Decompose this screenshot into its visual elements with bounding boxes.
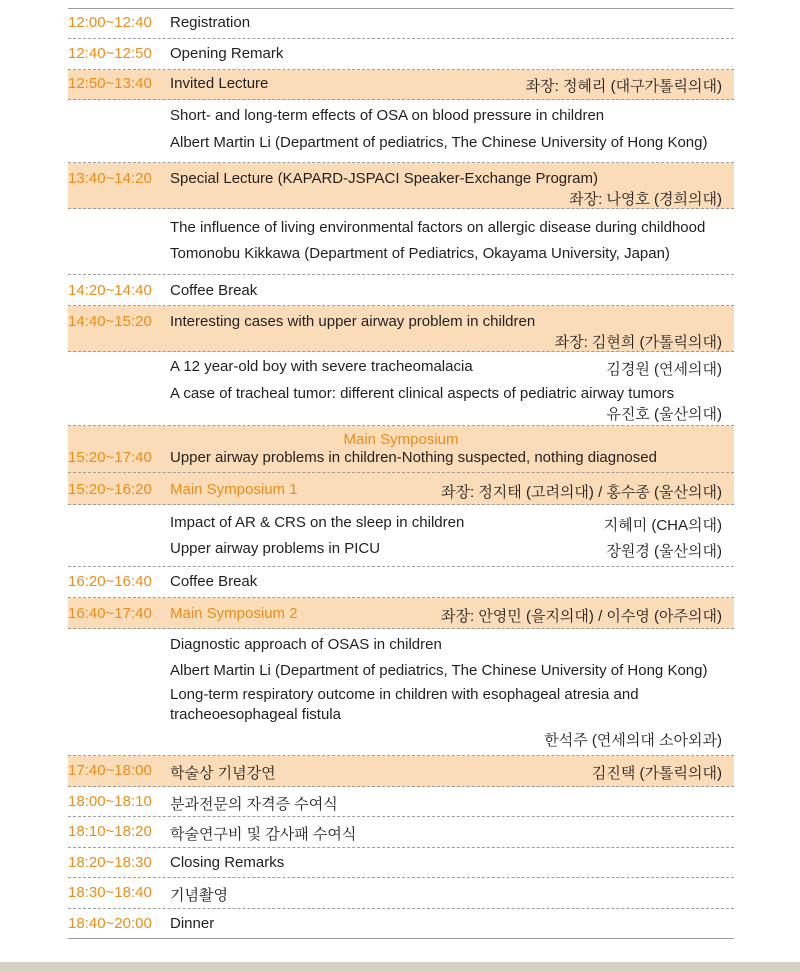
session-title: Upper airway problems in children-Nothing suspected, nothing diagnosed (170, 449, 657, 466)
session-time: 13:40~14:20 (68, 170, 152, 187)
schedule-row (68, 909, 734, 939)
talk-title: The influence of living environmental factors on allergic disease during childhood (170, 219, 706, 236)
talk-title: Impact of AR & CRS on the sleep in children (170, 514, 465, 531)
talk-block (68, 100, 734, 163)
session-time: 12:50~13:40 (68, 75, 152, 92)
talk-block (68, 629, 734, 756)
session-time: 15:20~17:40 (68, 449, 152, 466)
talk-block (68, 505, 734, 567)
session-time: 14:20~14:40 (68, 282, 152, 299)
speaker: 장원경 (울산의대) (606, 543, 722, 560)
schedule-row-highlight (68, 756, 734, 787)
session-time: 18:40~20:00 (68, 915, 152, 932)
speaker: Albert Martin Li (Department of pediatrics, The Chinese University of Hong Kong) (170, 662, 708, 679)
schedule-row (68, 39, 734, 70)
session-title: Main Symposium 1 (170, 481, 298, 498)
chair-label: 김진택 (가톨릭의대) (591, 765, 722, 782)
talk-title: Short- and long-term effects of OSA on blood pressure in children (170, 107, 605, 124)
schedule-row-highlight (68, 598, 734, 629)
session-title: 분과전문의 자격증 수여식 (170, 796, 338, 813)
chair-label: 좌장: 정지태 (고려의대) / 홍수종 (울산의대) (441, 484, 722, 501)
speaker: 지혜미 (CHA의대) (603, 517, 722, 534)
session-title: Main Symposium 2 (170, 605, 298, 622)
session-time: 14:40~15:20 (68, 313, 152, 330)
schedule-row-highlight (68, 163, 734, 209)
session-title: Closing Remarks (170, 854, 285, 871)
schedule-row (68, 848, 734, 878)
chair-label: 좌장: 김현희 (가톨릭의대) (554, 334, 722, 351)
session-title: 기념촬영 (170, 887, 228, 904)
chair-label: 좌장: 나영호 (경희의대) (569, 191, 722, 208)
session-title: Opening Remark (170, 45, 284, 62)
session-time: 18:30~18:40 (68, 884, 152, 901)
session-time: 15:20~16:20 (68, 481, 152, 498)
session-title: Invited Lecture (170, 75, 269, 92)
speaker: Tomonobu Kikkawa (Department of Pediatrics, Okayama University, Japan) (170, 245, 670, 262)
chair-label: 좌장: 정혜리 (대구가톨릭의대) (525, 78, 722, 95)
session-title: Registration (170, 14, 251, 31)
chair-label: 좌장: 안영민 (을지의대) / 이수영 (아주의대) (441, 608, 722, 625)
schedule-row-highlight (68, 70, 734, 100)
schedule-row (68, 878, 734, 909)
symposium-label: Main Symposium (343, 431, 459, 448)
session-title: Coffee Break (170, 573, 258, 590)
session-time: 16:20~16:40 (68, 573, 152, 590)
talk-block (68, 352, 734, 426)
talk-title: A case of tracheal tumor: different clinical aspects of pediatric airway tumors (170, 385, 675, 402)
talk-block (68, 209, 734, 275)
session-time: 12:40~12:50 (68, 45, 152, 62)
talk-title: Long-term respiratory outcome in children with esophageal atresia and tracheoesophageal fistula (170, 686, 639, 723)
session-title: 학술상 기념강연 (170, 765, 276, 782)
session-time: 18:10~18:20 (68, 823, 152, 840)
schedule-row (68, 567, 734, 598)
speaker: 김경원 (연세의대) (606, 361, 722, 378)
session-time: 18:20~18:30 (68, 854, 152, 871)
talk-title: A 12 year-old boy with severe tracheomalacia (170, 358, 473, 375)
speaker: Albert Martin Li (Department of pediatrics, The Chinese University of Hong Kong) (170, 134, 708, 151)
main-symposium-header (68, 426, 734, 473)
session-time: 18:00~18:10 (68, 793, 152, 810)
session-time: 12:00~12:40 (68, 14, 152, 31)
schedule-row (68, 817, 734, 848)
footer-band (0, 962, 800, 972)
session-time: 16:40~17:40 (68, 605, 152, 622)
session-title: Dinner (170, 915, 215, 932)
schedule-row (68, 275, 734, 306)
speaker: 유진호 (울산의대) (606, 406, 722, 423)
schedule-row-highlight (68, 473, 734, 505)
schedule-table (68, 8, 734, 939)
talk-title: Diagnostic approach of OSAS in children (170, 636, 442, 653)
schedule-row-highlight (68, 306, 734, 352)
session-time: 17:40~18:00 (68, 762, 152, 779)
schedule-row (68, 787, 734, 817)
talk-title: Upper airway problems in PICU (170, 540, 381, 557)
session-title: Coffee Break (170, 282, 258, 299)
session-title: 학술연구비 및 감사패 수여식 (170, 826, 357, 843)
speaker: 한석주 (연세의대 소아외과) (544, 732, 722, 749)
schedule-row (68, 9, 734, 39)
session-title: Interesting cases with upper airway problem in children (170, 313, 536, 330)
session-title: Special Lecture (KAPARD-JSPACI Speaker-Exchange Program) (170, 170, 598, 187)
